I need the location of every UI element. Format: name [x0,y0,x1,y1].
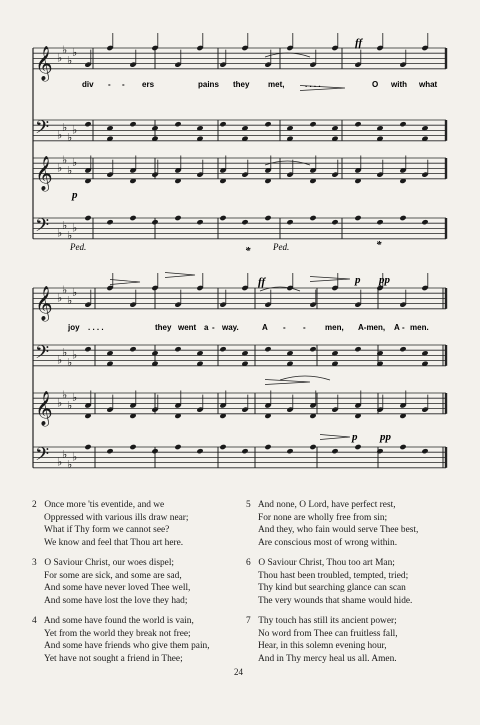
treble-clef-icon: 𝄞 [35,155,53,191]
flat-icon: ♭ [57,161,63,175]
note-head [376,219,383,225]
note-head [309,444,316,450]
note-head [309,215,316,221]
note-head [129,215,136,221]
note-head [174,121,181,127]
verse-line: Thy kind but searching glance can scan [258,583,406,594]
bass-clef-icon: 𝄢 [35,444,50,470]
note-head [354,444,361,450]
note-head [84,121,91,127]
note-head [196,448,203,454]
lyric-s2-8: - [283,323,286,332]
flat-icon: ♭ [72,348,78,362]
note-head [399,444,406,450]
lyric-s1-1: - [108,80,111,89]
verse-line: O Saviour Christ, Thou too art Man; [258,558,395,568]
note-head [174,215,181,221]
flat-icon: ♭ [62,120,68,134]
note-head [129,444,136,450]
verse-line: And some have friends who give them pain, [44,641,210,652]
verse-line: And they, who fain would serve Thee best, [258,525,419,536]
lyric-s1-0: div [82,80,94,89]
verse-line: And none, O Lord, have perfect rest, [257,500,396,510]
hairpins [110,53,350,440]
verse-number: 7 [246,616,251,626]
verse-line: We know and feel that Thou art here. [44,537,184,548]
dynamic-p-s2-bottom: p [352,431,358,443]
note-head [174,346,181,352]
verse-number: 5 [246,500,251,510]
flat-icon: ♭ [67,54,73,67]
lyric-s2-13: - [402,323,405,332]
verse-line: No word from Thee can fruitless fall, [258,628,398,639]
note-head [264,346,271,352]
hairpin-icon [110,280,140,285]
note-head [331,448,338,454]
note-head [219,346,226,352]
dynamic-ff-s1: ff [355,37,363,49]
dynamic-p-s1: p [72,189,78,201]
note-head [421,219,428,225]
note-head [399,121,406,127]
flat-icon: ♭ [57,291,63,305]
flat-icon: ♭ [72,46,78,60]
lyric-s2-3: went [178,323,197,332]
note-head [129,121,136,127]
verse-line: Thy touch has still its ancient power; [258,616,397,626]
verse-number: 2 [32,500,37,510]
lyric-s2-5: - [212,323,215,332]
lyric-s1-6: met, [268,80,285,89]
lyric-s2-10: men, [325,323,344,332]
lyric-s2-14: men. [410,323,429,332]
note-head [219,444,226,450]
flat-icon: ♭ [62,345,68,359]
note-head [264,121,271,127]
treble-clef-icon: 𝄞 [35,45,53,81]
lyric-s2-6: way. [222,323,239,332]
note-head [309,121,316,127]
flat-icon: ♭ [67,356,73,370]
verse-line: Are conscious most of wrong within. [258,537,398,548]
lyric-s2-12: A [394,323,400,332]
clefs-and-keys [35,44,77,472]
flat-icon: ♭ [57,226,63,240]
lyric-s2-11: A-men, [358,323,386,332]
bass-clef-icon: 𝄢 [35,342,50,368]
note-head [106,448,113,454]
note-head [354,215,361,221]
flat-icon: ♭ [72,156,78,170]
pedal-release-2: * [376,239,382,251]
bar-lines [33,45,446,468]
lyric-s1-9: with [391,80,407,89]
lyric-s2-7: A [262,323,268,332]
lyric-s1-4: pains [198,80,219,89]
flat-icon: ♭ [62,283,68,297]
note-head [241,219,248,225]
verse-4 [32,615,252,665]
pedal-release-1: * [245,245,251,257]
note-head [219,215,226,221]
dynamic-pp-s2-top: pp [379,274,390,286]
flat-icon: ♭ [72,391,78,405]
dynamic-p-s2-top: p [355,274,361,286]
lyric-s2-2: they [155,323,172,332]
note-head [84,215,91,221]
note-head [151,219,158,225]
note-head [84,346,91,352]
dynamic-ff-s2: ff [258,276,266,288]
flat-icon: ♭ [62,43,68,57]
note-head [399,346,406,352]
verse-line: The very wounds that shame would hide. [258,595,413,606]
hairpin-icon [320,435,350,440]
lyric-s1-10: what [419,80,438,89]
flat-icon: ♭ [57,396,63,410]
flat-icon: ♭ [67,131,73,145]
note-head [376,448,383,454]
note-head [421,448,428,454]
lyric-s2-9: - [303,323,306,332]
note-head [286,219,293,225]
verse-number: 3 [32,558,37,568]
note-head [399,215,406,221]
note-head [354,346,361,352]
flat-icon: ♭ [62,153,68,167]
flat-icon: ♭ [62,388,68,402]
verse-line: For some are sick, and some are sad, [44,570,182,581]
verse-line: Yet from the world they break not free; [44,628,191,639]
verse-line: Once more 'tis eventide, and we [44,500,165,510]
note-head [84,444,91,450]
flat-icon: ♭ [57,353,63,367]
note-head [196,219,203,225]
verse-line: And some have found the world is vain, [43,616,194,626]
verse-number: 4 [32,616,37,626]
lyric-s2-0: joy [68,323,80,332]
flat-icon: ♭ [67,399,73,412]
verse-7 [246,615,466,665]
hairpin-icon [265,380,310,385]
treble-clef-icon: 𝄞 [35,285,53,321]
flat-icon: ♭ [67,164,73,177]
note-head [219,121,226,127]
note-head [241,448,248,454]
lyric-s1-2: - [122,80,125,89]
note-head [129,346,136,352]
verse-line: For none are wholly free from sin; [258,512,388,523]
verse-2 [32,499,252,549]
flat-icon: ♭ [57,51,63,65]
pedal-mark-2: Ped. [273,242,290,252]
verse-line: Thou hast been troubled, tempted, tried; [258,570,409,581]
pedal-mark-1: Ped. [70,242,87,252]
lyric-s1-7: . . . . [305,80,321,89]
note-head [264,444,271,450]
flat-icon: ♭ [57,128,63,142]
hairpin-icon [310,277,350,282]
slur-icon [280,376,330,380]
flat-icon: ♭ [62,218,68,232]
note-head [174,444,181,450]
dynamic-pp-s2-bottom: pp [380,431,391,443]
verse-line: Yet have not sought a friend in Thee; [44,653,183,664]
verse-line: O Saviour Christ, our woes dispel; [44,558,175,568]
flat-icon: ♭ [67,229,73,243]
verse-3 [32,557,252,607]
flat-icon: ♭ [67,458,73,472]
lyric-s1-8: O [372,80,379,89]
verse-6 [246,557,466,607]
flat-icon: ♭ [72,221,78,235]
verse-5 [246,499,466,549]
note-head [106,219,113,225]
verse-number: 6 [246,558,251,568]
bass-clef-icon: 𝄢 [35,215,50,241]
lyric-s2-4: a [204,323,209,332]
lyric-s2-1: . . . . [88,323,104,332]
verse-line: What if Thy form we cannot see? [44,525,170,536]
lyric-s1-5: they [233,80,250,89]
flat-icon: ♭ [72,286,78,300]
flat-icon: ♭ [57,455,63,469]
page-number: 24 [234,667,243,677]
verse-line: And some have lost the love they had; [44,595,188,606]
verse-line: Hear, in this solemn evening hour, [258,641,387,652]
verse-line: And some have never loved Thee well, [44,583,191,594]
note-head [151,448,158,454]
note-head [331,219,338,225]
verse-line: And in Thy mercy heal us all. Amen. [258,653,397,664]
note-head [286,448,293,454]
note-head [309,346,316,352]
flat-icon: ♭ [67,294,73,307]
bass-clef-icon: 𝄢 [35,117,50,143]
verse-line: Oppressed with various ills draw near; [44,512,189,523]
note-head [354,121,361,127]
note-head [264,215,271,221]
lyric-s1-3: ers [142,80,155,89]
hairpin-icon [165,273,195,278]
treble-clef-icon: 𝄞 [35,390,53,426]
flat-icon: ♭ [72,123,78,137]
flat-icon: ♭ [72,450,78,464]
flat-icon: ♭ [62,447,68,461]
